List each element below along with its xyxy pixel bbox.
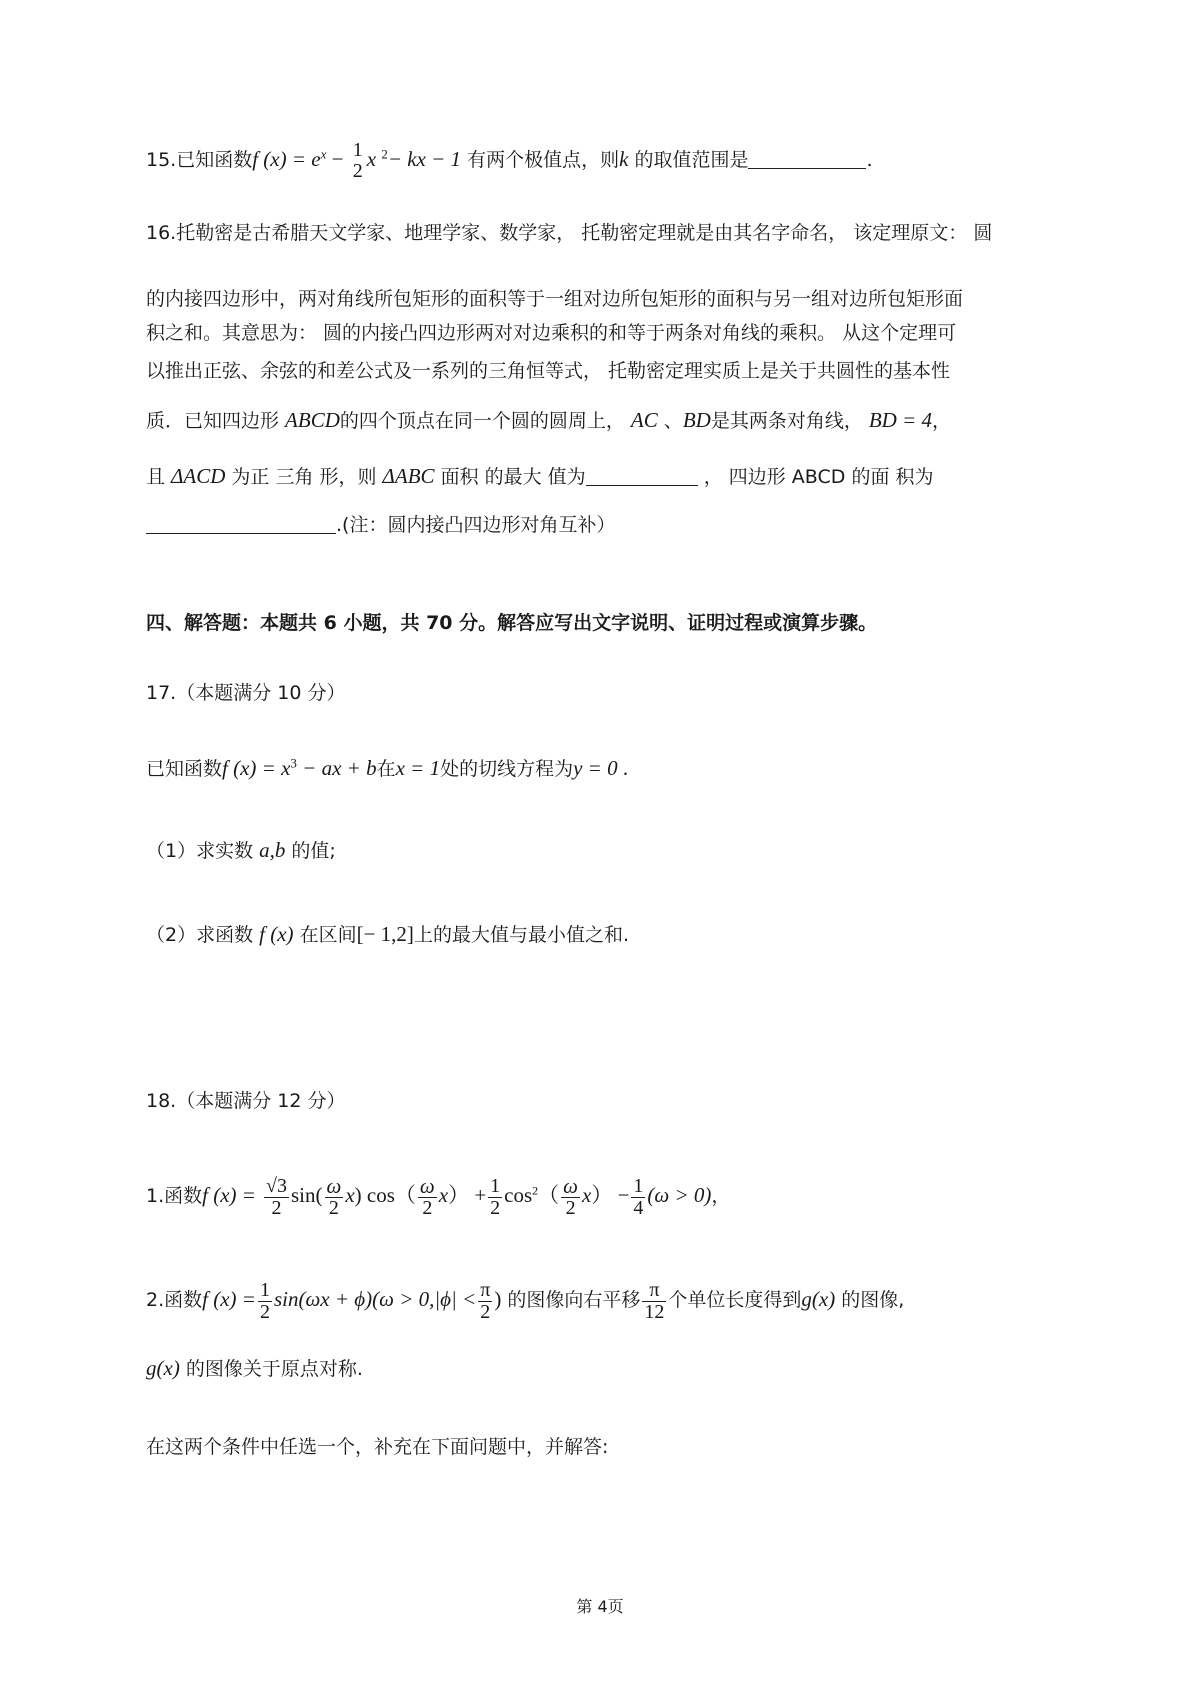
section-4-heading: 四、解答题：本题共 6 小题，共 70 分。解答应写出文字说明、证明过程或演算步骤。 xyxy=(146,612,878,634)
q18-choose-instruction: 在这两个条件中任选一个，补充在下面问题中，并解答: xyxy=(146,1436,609,1458)
q18-c2-l2-tail: 的图像关于原点对称. xyxy=(179,1358,363,1380)
q18-c1-om-den-1: 2 xyxy=(328,1197,339,1220)
q17-p1-a: （1）求实数 xyxy=(146,840,260,862)
q17-stem-x1: x = 1 xyxy=(395,756,441,780)
q17-stem-e: . xyxy=(617,756,629,780)
q18-c1-om-num-3: ω xyxy=(563,1173,578,1198)
q18-c2-close: ) xyxy=(494,1287,502,1311)
q15-sup-2: 2 xyxy=(381,146,388,162)
q16-line-2: 的内接四边形中，两对角线所包矩形的面积等于一组对边所包矩形的面积与另一组对边所包矩形面 xyxy=(146,288,964,310)
q18-c2-sin: sin(ωx + ϕ)(ω > 0,|ϕ| < xyxy=(273,1287,477,1311)
q18-c1-plus: + xyxy=(474,1183,487,1207)
q18-c2-tail: 的图像, xyxy=(835,1289,905,1311)
q18-condition-2-line-2 xyxy=(146,1352,1070,1386)
q18-c2-l2-g: g(x) xyxy=(146,1356,180,1380)
q18-c1-cond: (ω > 0) xyxy=(647,1183,712,1207)
q18-c1-frac-omega-2 xyxy=(418,1175,437,1219)
q18-c2-shift-num: π xyxy=(642,1280,666,1302)
q17-stem-c: 在 xyxy=(376,758,396,780)
q18-c1-sup2: 2 xyxy=(532,1183,539,1198)
q18-c2-frac-shift xyxy=(642,1280,666,1323)
q16-blank-1 xyxy=(586,465,698,486)
q17-p2-int: [− 1,2] xyxy=(356,922,414,946)
q16-line-7 xyxy=(146,510,1070,540)
q17-p2-f: f (x) xyxy=(259,922,294,946)
q15-formula-a: f (x) = e xyxy=(252,147,321,171)
q18-c2-half-den: 2 xyxy=(259,1300,270,1323)
q18-c1-frac-half xyxy=(488,1176,502,1219)
q18-c2-pi-den: 2 xyxy=(480,1300,491,1323)
q18-c1-x-2: x xyxy=(438,1183,449,1207)
q16-l5-abcd: ABCD xyxy=(285,408,340,432)
q15-frac-den: 2 xyxy=(352,160,363,182)
q17-p2-a: （2）求函数 xyxy=(146,924,260,946)
q18-c1-x-1: x xyxy=(345,1183,355,1207)
q15-lead: 15.已知函数 xyxy=(146,149,253,171)
q18-c1-om-num-2: ω xyxy=(419,1173,435,1198)
q16-line-6 xyxy=(146,460,1070,494)
q15-formula-c: − kx − 1 xyxy=(387,147,462,171)
q16-l6-acd: ΔACD xyxy=(171,464,226,488)
q16-l5-d: 是其两条对角线， xyxy=(710,410,869,432)
q18-c1-half-den: 2 xyxy=(490,1196,501,1219)
q17-p2-c: 上的最大值与最小值之和. xyxy=(413,924,629,946)
q15-fraction xyxy=(351,140,365,182)
q18-c1-q-den: 4 xyxy=(633,1196,644,1219)
q17-header: 17.（本题满分 10 分） xyxy=(146,682,346,704)
q18-c1-cos2: cos xyxy=(504,1183,533,1207)
q18-c1-end: ， xyxy=(711,1185,731,1207)
q16-l6-c: 面积 的最大 值为 xyxy=(434,466,586,488)
q18-c1-frac-omega-3 xyxy=(561,1175,580,1219)
q18-c1-frac-sqrt3 xyxy=(264,1176,289,1219)
q16-blank-2 xyxy=(146,513,336,534)
q18-c2-shift-den: 12 xyxy=(644,1300,665,1323)
q18-c2-half-num: 1 xyxy=(259,1278,270,1301)
q16-line-5 xyxy=(146,404,1070,438)
q16-l5-bd: BD xyxy=(682,408,711,432)
q18-c1-cos: cos xyxy=(366,1183,395,1207)
q17-p1-b: 的值; xyxy=(285,840,336,862)
q18-c2-g: g(x) xyxy=(801,1287,836,1311)
q16-l6-abc: ΔABC xyxy=(382,464,435,488)
q17-part-2 xyxy=(146,918,1070,952)
q16-line-3: 积之和。其意思为： 圆的内接凸四边形两对对边乘积的和等于两条对角线的乘积。 从这个定理可 xyxy=(146,322,957,344)
q18-c1-x-3: x xyxy=(581,1183,592,1207)
q18-c2-frac-half xyxy=(258,1280,272,1323)
question-15 xyxy=(146,140,1070,182)
q16-l5-b: 的四个顶点在同一个圆的圆周上， xyxy=(339,410,631,432)
q16-line-4: 以推出正弦、余弦的和差公式及一系列的三角恒等式， 托勒密定理实质上是关于共圆性的基本性 xyxy=(146,360,951,382)
q16-l5-a: 质．已知四边形 xyxy=(146,410,286,432)
q18-c1-half-num: 1 xyxy=(490,1174,501,1197)
q16-l6-e: 的面 积为 xyxy=(845,466,934,488)
q17-p1-ab: a,b xyxy=(259,838,286,862)
q18-header: 18.（本题满分 12 分） xyxy=(146,1090,346,1112)
q18-c1-q-num: 1 xyxy=(633,1174,644,1197)
q15-mid: 有两个极值点，则 xyxy=(461,149,620,171)
q17-stem-b: − ax + b xyxy=(296,756,377,780)
q15-end: . xyxy=(866,149,873,171)
q18-c1-f: f (x) = xyxy=(202,1183,256,1207)
q17-stem-y0: y = 0 xyxy=(573,756,618,780)
q18-c1-lead: 1.函数 xyxy=(146,1185,203,1207)
q18-c2-f: f (x) = xyxy=(202,1287,256,1311)
q16-l6-b: 为正 三角 形，则 xyxy=(225,466,383,488)
q17-stem-a: 已知函数 xyxy=(146,758,223,780)
q16-line-1: 16.托勒密是古希腊天文学家、地理学家、数学家， 托勒密定理就是由其名字命名， 该定理原文： 圆 xyxy=(146,222,993,244)
q18-c1-frac-omega-1 xyxy=(325,1175,344,1219)
q18-c2-frac-pi2 xyxy=(478,1280,492,1323)
q16-l5-eq: BD = 4 xyxy=(868,408,933,432)
q18-c2-pi-num: π xyxy=(480,1278,491,1301)
q16-l5-ac: AC xyxy=(630,408,658,432)
q18-c1-frac-quarter xyxy=(631,1176,645,1219)
q18-condition-1: 1.函数f (x) = $\frac{√3}{2}$ sin( $\frac{\omega}{2}$ x) cos（ $\frac{\omega}{2}$ x） + $\frac{1}{2}$ $\cos^2$（ $\frac{\omega}{2}$ x） − $\frac{1}{4}$ (ω > 0)， xyxy=(146,1173,731,1220)
q17-stem-d: 处的切线方程为 xyxy=(440,758,574,780)
q18-c1-om-den-3: 2 xyxy=(565,1197,576,1220)
q17-part-1 xyxy=(146,834,1070,868)
q18-c1-sin: sin xyxy=(290,1183,316,1207)
q18-c2-mid2: 个单位长度得到 xyxy=(668,1289,802,1311)
q16-l5-c: 、 xyxy=(657,410,683,432)
q15-minus: − xyxy=(326,147,349,171)
q18-condition-2 xyxy=(146,1272,1070,1327)
page-number: 第 4页 xyxy=(576,1597,624,1616)
q16-l6-a: 且 xyxy=(146,466,172,488)
q18-c1-frac1-den: 2 xyxy=(271,1196,282,1219)
q17-stem xyxy=(146,752,1070,786)
q18-c1-frac1-num: √3 xyxy=(266,1174,287,1197)
q17-stem-sup: 3 xyxy=(290,755,297,771)
q15-k: k xyxy=(619,147,629,171)
q18-c1-minus: − xyxy=(617,1183,630,1207)
q18-c2-lead: 2.函数 xyxy=(146,1289,203,1311)
q16-l6-abcd: ABCD xyxy=(791,466,846,488)
q15-sup-x: x xyxy=(320,146,327,162)
q16-l5-e: ， xyxy=(932,410,952,432)
q15-formula-b: x xyxy=(366,147,382,171)
q16-l7-tail: .(注：圆内接凸四边形对角互补） xyxy=(336,514,616,536)
q15-frac-num: 1 xyxy=(352,139,363,161)
q17-stem-f: f (x) = x xyxy=(222,756,291,780)
q17-p2-b: 在区间 xyxy=(293,924,357,946)
q18-c1-om-num-1: ω xyxy=(326,1173,342,1198)
q15-tail: 的取值范围是 xyxy=(628,149,749,171)
q18-c2-mid: 的图像向右平移 xyxy=(501,1289,641,1311)
q18-c1-om-den-2: 2 xyxy=(422,1197,433,1220)
q16-l6-d: ， 四边形 xyxy=(697,466,792,488)
q15-answer-blank xyxy=(748,148,866,169)
